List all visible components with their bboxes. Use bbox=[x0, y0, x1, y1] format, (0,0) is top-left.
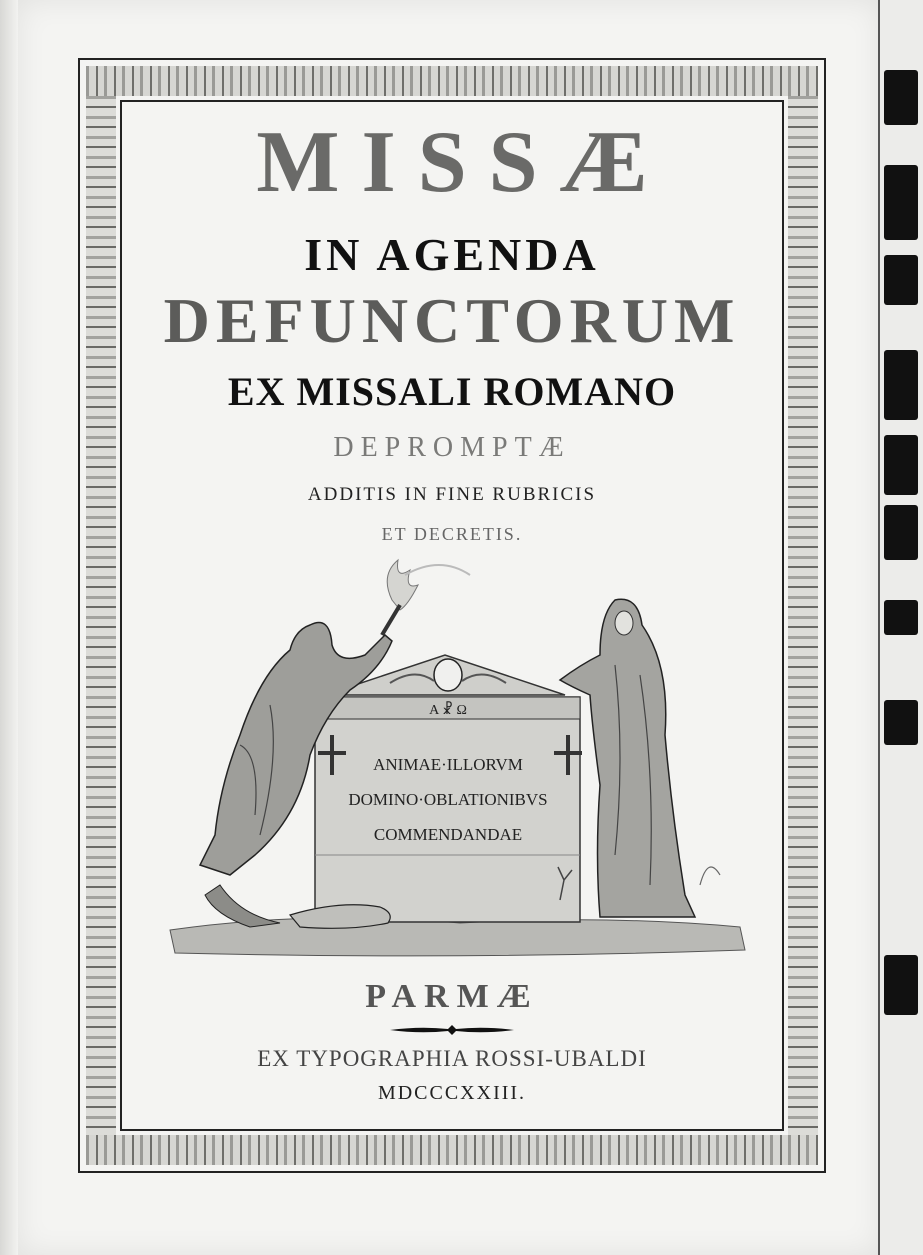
binding-tab bbox=[884, 700, 918, 745]
title-defunctorum: DEFUNCTORUM bbox=[163, 285, 741, 356]
binding-tab bbox=[884, 350, 918, 420]
inscription-line-2: DOMINO·OBLATIONIBVS bbox=[348, 790, 548, 809]
inscription-line-3: COMMENDANDAE bbox=[373, 825, 523, 844]
torch bbox=[382, 605, 400, 635]
ornamental-border-right bbox=[788, 96, 818, 1135]
imprint-place: PARMÆ bbox=[365, 978, 539, 1015]
torch-flame bbox=[387, 560, 418, 610]
inscription-line-1: ANIMAE·ILLORVM bbox=[373, 755, 523, 774]
imprint-year: MDCCCXXIII. bbox=[377, 1082, 527, 1104]
binding-tab bbox=[884, 955, 918, 1015]
binding-tab bbox=[884, 165, 918, 240]
binding-tab bbox=[884, 505, 918, 560]
title-missae: MISSÆ bbox=[256, 114, 670, 211]
title-depromptae: DEPROMPTÆ bbox=[333, 432, 571, 463]
funerary-engraving bbox=[160, 555, 750, 965]
title-in-agenda: IN AGENDA bbox=[304, 229, 600, 280]
imprint-printer: EX TYPOGRAPHIA ROSSI-UBALDI bbox=[257, 1046, 647, 1071]
book-spine-shadow bbox=[0, 0, 18, 1255]
binding-tab bbox=[884, 435, 918, 495]
binding-tab bbox=[884, 600, 918, 635]
ornamental-rule bbox=[120, 1022, 784, 1038]
sarcophagus bbox=[315, 697, 580, 922]
fallen-urn bbox=[290, 905, 390, 929]
binding-tab bbox=[884, 255, 918, 305]
subtitle-additis: ADDITIS IN FINE RUBRICIS bbox=[307, 484, 597, 505]
subtitle-et-decretis: ET DECRETIS. bbox=[381, 524, 523, 544]
ornamental-border-left bbox=[86, 96, 116, 1135]
tomb-symbols: Α ☧ Ω bbox=[429, 703, 467, 718]
skull-icon bbox=[434, 659, 462, 691]
book-binding-edge bbox=[878, 0, 923, 1255]
title-ex-missali-romano: EX MISSALI ROMANO bbox=[227, 369, 677, 414]
binding-tab bbox=[884, 70, 918, 125]
